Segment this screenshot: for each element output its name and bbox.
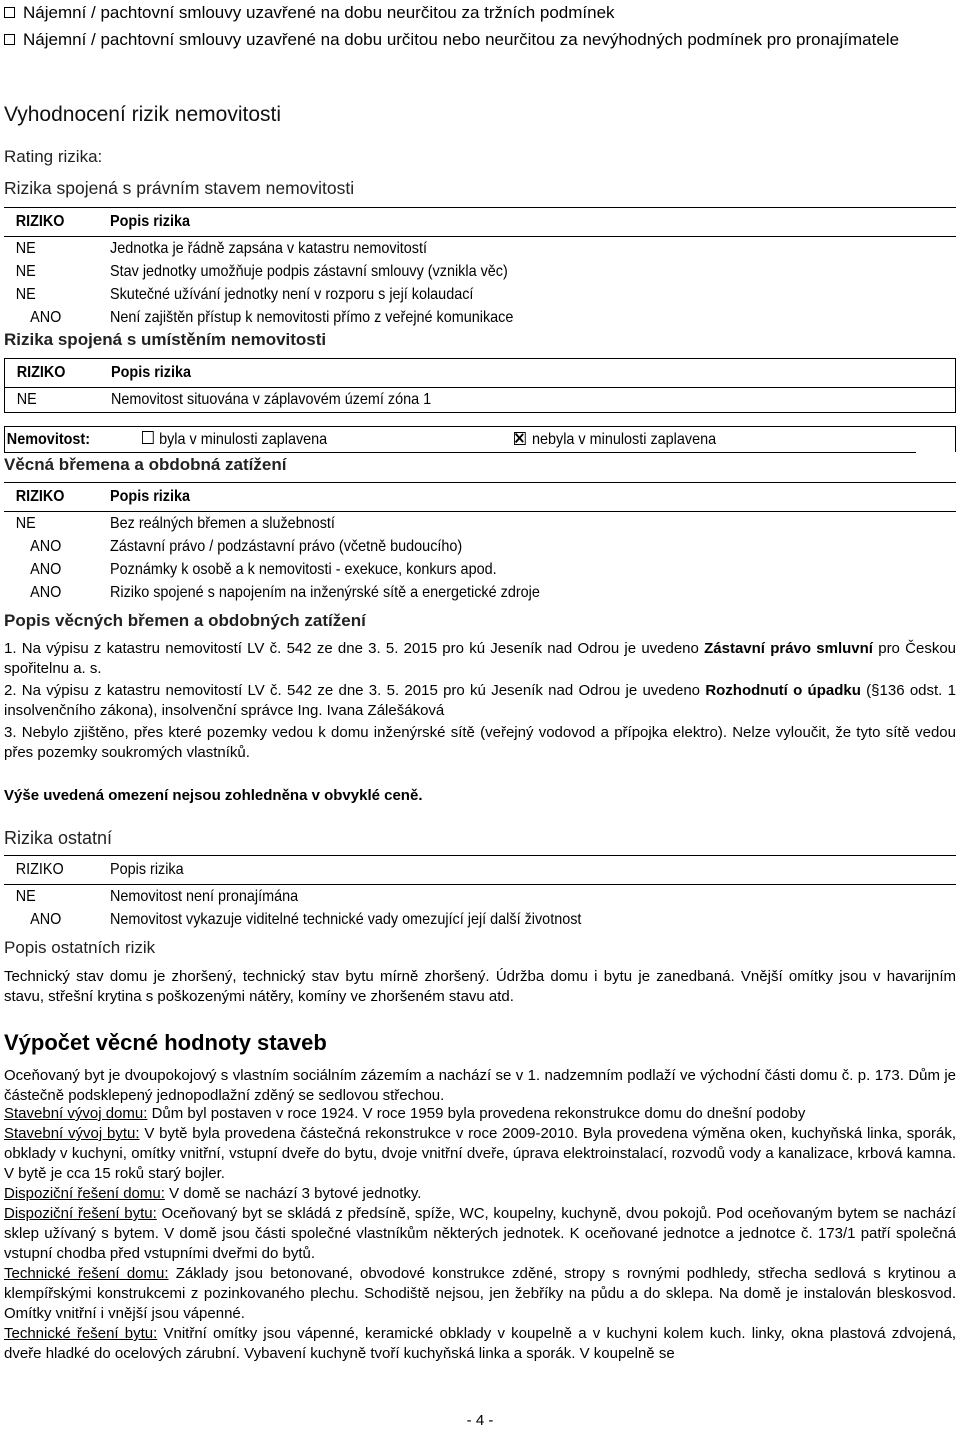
table-row [4,558,956,581]
table-row [4,908,956,931]
risk-value: ANO [30,537,62,555]
location-risks-table [4,358,956,413]
item-text: Oceňovaný byt se skládá z předsíně, spíže, WC, koupelny, kuchyně, dvou pokojů. Pod oceňovaným bytem se nachází sklep užívaný s bytem. V domě jsou části společné vlastníkům některých jednotek. K oceňované jednotce a jednotce č. 173/1 patří společná vstupní chodba před vstupními dveřmi do bytů. [4,1205,956,1262]
item-label: Stavební vývoj domu: [4,1105,148,1122]
table-header [4,855,956,885]
risk-description: Nemovitost situována v záplavovém území zóna 1 [111,391,432,408]
table-row [4,535,956,558]
risk-value: NE [15,514,36,532]
risk-description: Nemovitost není pronajímána [110,887,299,905]
item-label: Technické řešení domu: [4,1265,169,1282]
text-bold: Zástavní právo smluvní [704,640,873,657]
risk-description: Bez reálných břemen a služebností [110,514,335,532]
risk-evaluation-title: Vyhodnocení rizik nemovitosti [4,103,282,126]
lease-checkbox-2 [4,29,954,51]
table-row [5,388,955,412]
text: 2. Na výpisu z katastru nemovitostí LV č. 542 ze dne 3. 5. 2015 pro kú Jeseník nad Odrou je uvedeno [4,682,706,699]
item-label: Technické řešení bytu: [4,1325,158,1342]
easement-note: Výše uvedená omezení nejsou zohledněna v obvyklé ceně. [4,787,423,804]
risk-value: ANO [30,560,62,578]
easements-heading: Věcná břemena a obdobná zatížení [4,455,287,474]
risk-value: ANO [30,308,62,326]
valuation-item [4,1264,956,1324]
location-risks-heading: Rizika spojená s umístěním nemovitosti [4,330,327,349]
divider [4,452,916,453]
flood-label: Nemovitost: [6,430,91,448]
lease-checkbox-1 [4,2,954,24]
flood-status-row [4,426,956,452]
easement-description-heading: Popis věcných břemen a obdobných zatížení [4,611,366,630]
checkbox-checked-icon [514,432,526,445]
risk-description: Není zajištěn přístup k nemovitosti přímo z veřejné komunikace [110,308,514,326]
valuation-item [4,1104,956,1124]
risk-column-header: RIZIKO [16,364,66,381]
risk-value: ANO [30,583,62,601]
other-risks-description-heading: Popis ostatních rizik [4,938,156,957]
item-label: Dispoziční řešení bytu: [4,1205,157,1222]
easement-paragraph-1 [4,639,956,679]
valuation-item [4,1324,956,1364]
table-header [4,207,956,237]
valuation-item [4,1204,956,1264]
item-text: V bytě byla provedena částečná rekonstrukce v roce 2009-2010. Byla provedena výměna oken, kuchyňská linka, sporák, obklady v kuchyni, omítky vnitřní, vstupní dveře do bytu, dvoje vnitřní dveře, úprava elektroinstalací, rozvodů vody a kanalizace, krbová kamna. V bytě je cca 15 roků starý bojler. [4,1125,956,1182]
item-text: Vnitřní omítky jsou vápenné, keramické obklady v koupelně a v kuchyni kolem kuch. linky, okna plastová zdvojená, dveře hladké do ocelových zárubní. Vybavení kuchyně tvoří kuchyňská linka a sporák. V koupelně se [4,1325,956,1362]
easement-paragraph-3: 3. Nebylo zjištěno, přes které pozemky vedou k domu inženýrské sítě (veřejný vodovod a přípojka elektro). Nelze vyloučit, že tyto sítě vedou přes pozemky soukromých vlastníků. [4,724,956,761]
item-label: Dispoziční řešení domu: [4,1185,165,1202]
risk-description: Skutečné užívání jednotky není v rozporu s její kolaudací [110,285,474,303]
other-risks-table [4,855,956,931]
option-label: nebyla v minulosti zaplavena [532,430,717,448]
text: (§136 odst. 1 insolvenčního zákona), insolvenční správce Ing. Ivana Zálešáková [4,682,956,719]
checkbox-label: Nájemní / pachtovní smlouvy uzavřené na dobu neurčitou za tržních podmínek [23,3,615,22]
risk-column-header: RIZIKO [15,213,65,230]
risk-description: Jednotka je řádně zapsána v katastru nemovitostí [110,239,427,257]
risk-value: ANO [30,910,62,928]
table-header [4,358,956,388]
page-number: - 4 - [466,1412,494,1429]
risk-column-header: RIZIKO [15,488,65,505]
valuation-intro: Oceňovaný byt je dvoupokojový s vlastním sociálním zázemím a nachází se v 1. nadzemním podlaží ve východní části domu č. p. 173. Dům je částečně podsklepený jednopodlažní zděný se sedlovou střechou. [4,1067,956,1104]
table-row [4,885,956,908]
rating-label: Rating rizika: [4,147,103,166]
risk-value: NE [15,262,36,280]
other-risks-text: Technický stav domu je zhoršený, technický stav bytu mírně zhoršený. Údržba domu i bytu je zanedbaná. Vnější omítky jsou v havarijním stavu, střešní krytina s poškozenými nátěry, komíny ve zhoršeném stavu atd. [4,968,956,1005]
item-text: Základy jsou betonované, obvodové konstrukce zděné, stropy s rovnými podhledy, střecha sedlová s krytinou a klempířskými konstrukcemi z pozinkovaného plechu. Schodiště nejsou, jen žebříky na půdu a do sklepa. Na domě je instalován bleskosvod. Omítky vnitřní i vnější jsou vápenné. [4,1265,957,1322]
text: 1. Na výpisu z katastru nemovitostí LV č. 542 ze dne 3. 5. 2015 pro kú Jeseník nad Odrou je uvedeno [4,640,705,657]
risk-column-header: RIZIKO [15,861,64,878]
valuation-item [4,1124,956,1184]
table-row [4,283,956,306]
risk-value: NE [16,391,37,408]
risk-description: Riziko spojené s napojením na inženýrské sítě a energetické zdroje [110,583,540,601]
valuation-heading: Výpočet věcné hodnoty staveb [4,1030,327,1055]
table-row [4,237,956,260]
item-text: Dům byl postaven v roce 1924. V roce 1959 byla provedena rekonstrukce domu do dnešní podoby [147,1105,806,1122]
easement-paragraph-2 [4,681,956,721]
other-risks-heading: Rizika ostatní [4,828,113,848]
option-label: byla v minulosti zaplavena [159,430,328,448]
description-column-header: Popis rizika [110,861,184,878]
risk-value: NE [15,285,36,303]
legal-risks-heading: Rizika spojená s právním stavem nemovitosti [4,178,355,198]
valuation-item [4,1184,956,1204]
table-row [4,581,956,604]
table-row [4,512,956,535]
legal-risks-table [4,207,956,329]
risk-value: NE [15,239,36,257]
valuation-details [4,1104,956,1364]
risk-description: Stav jednotky umožňuje podpis zástavní smlouvy (vznikla věc) [110,262,508,280]
item-label: Stavební vývoj bytu: [4,1125,140,1142]
text: pro Českou spořitelnu a. s. [4,640,956,677]
description-column-header: Popis rizika [110,213,191,230]
flood-option-no [514,431,716,449]
item-text: V domě se nachází 3 bytové jednotky. [164,1185,422,1202]
checkbox-empty-icon [142,431,154,444]
checkbox-empty-icon [4,7,15,18]
risk-description: Zástavní právo / podzástavní právo (včetně budoucího) [110,537,463,555]
checkbox-label: Nájemní / pachtovní smlouvy uzavřené na dobu určitou nebo neurčitou za nevýhodných podmínek pro pronajímatele [23,30,900,49]
risk-description: Poznámky k osobě a k nemovitosti - exekuce, konkurs apod. [110,560,497,578]
risk-value: NE [15,887,36,905]
easements-table [4,482,956,604]
description-column-header: Popis rizika [111,364,192,381]
table-row [4,306,956,329]
checkbox-empty-icon [4,34,15,45]
risk-description: Nemovitost vykazuje viditelné technické vady omezující její další životnost [110,910,582,928]
text-bold: Rozhodnutí o úpadku [705,682,861,699]
table-header [4,482,956,512]
flood-option-yes [142,431,477,449]
table-row [4,260,956,283]
description-column-header: Popis rizika [110,488,191,505]
